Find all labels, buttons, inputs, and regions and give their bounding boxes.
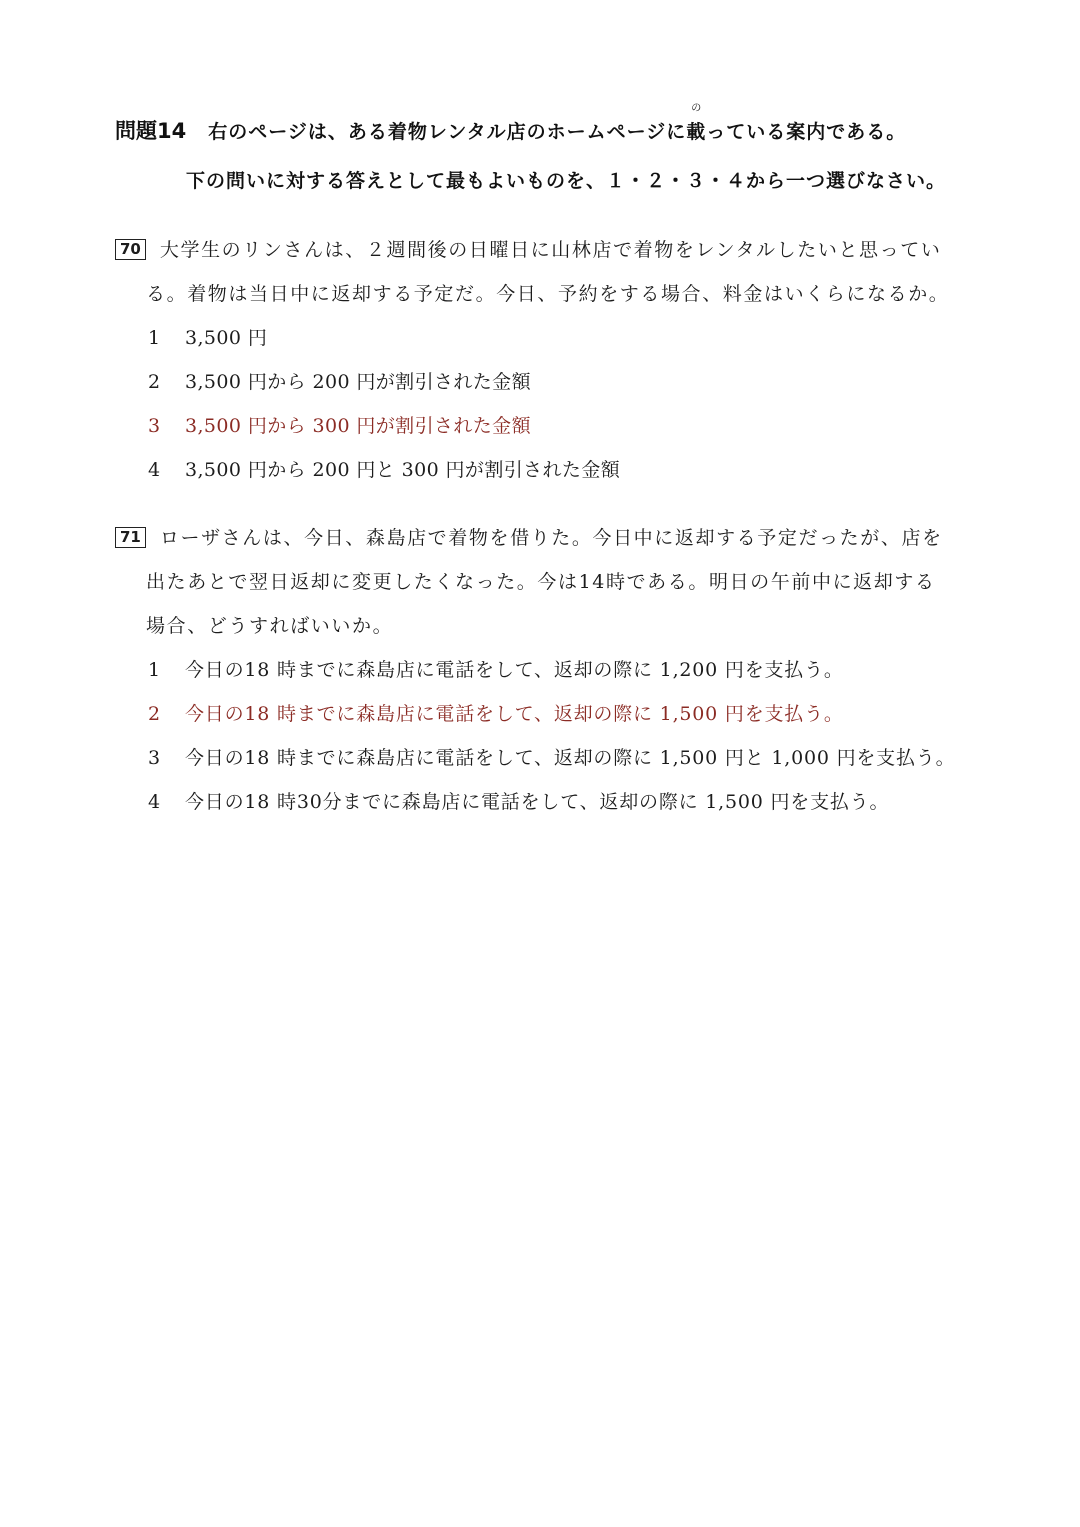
question-70 <box>115 232 950 496</box>
header-line-1 <box>115 103 975 161</box>
question-71 <box>115 520 956 828</box>
option-text: 今日の18 時30分までに森島店に電話をして、返却の際に 1,500 円を支払う。 <box>185 791 890 813</box>
option-number: 1 <box>148 659 161 681</box>
option-1[interactable] <box>115 320 945 364</box>
instruction-after: っている案内である。 <box>706 121 907 143</box>
ruby-kanji <box>686 103 707 144</box>
question-line: 場合、どうすればいいか。 <box>146 615 394 637</box>
option-2[interactable] <box>115 364 945 408</box>
options-list <box>115 652 956 828</box>
option-number: 4 <box>148 791 161 813</box>
header-line-2: 下の問いに対する答えとして最もよいものを、１・２・３・４から一つ選びなさい。 <box>186 170 947 192</box>
question-number-box: 71 <box>115 527 146 548</box>
question-text: 大学生のリンさんは、２週間後の日曜日に山林店で着物をレンタルしたいと思ってい <box>159 239 942 261</box>
option-4[interactable] <box>115 784 945 828</box>
question-line <box>115 232 945 276</box>
option-text: 3,500 円 <box>185 327 268 349</box>
option-1[interactable] <box>115 652 945 696</box>
question-text: ローザさんは、今日、森島店で着物を借りた。今日中に返却する予定だったが、店を <box>159 527 943 549</box>
mondai-label: 問題14 <box>115 119 187 143</box>
option-text: 今日の18 時までに森島店に電話をして、返却の際に 1,500 円を支払う。 <box>185 703 844 725</box>
option-text: 3,500 円から 200 円と 300 円が割引された金額 <box>185 459 621 481</box>
ruby-base: 載 <box>686 121 707 143</box>
instruction-before: 右のページは、ある着物レンタル店のホームページに <box>208 121 687 143</box>
option-3-highlighted[interactable] <box>115 408 945 452</box>
option-3[interactable] <box>115 740 956 784</box>
option-number: 2 <box>148 371 161 393</box>
option-number: 3 <box>148 747 161 769</box>
instruction-text <box>208 103 907 144</box>
option-number: 2 <box>148 703 161 725</box>
option-text: 3,500 円から 200 円が割引された金額 <box>185 371 531 393</box>
question-number-box: 70 <box>115 239 146 260</box>
ruby-reading: の <box>691 103 702 114</box>
options-list <box>115 320 945 496</box>
option-text: 今日の18 時までに森島店に電話をして、返却の際に 1,200 円を支払う。 <box>185 659 844 681</box>
option-text: 今日の18 時までに森島店に電話をして、返却の際に 1,500 円と 1,000 円を支払う。 <box>185 747 956 769</box>
option-number: 4 <box>148 459 161 481</box>
option-number: 1 <box>148 327 161 349</box>
question-line <box>115 520 945 564</box>
question-line: 出たあとで翌日返却に変更したくなった。今は14時である。明日の午前中に返却する <box>146 571 936 593</box>
section-header <box>115 103 975 201</box>
option-text: 3,500 円から 300 円が割引された金額 <box>185 415 531 437</box>
option-2-highlighted[interactable] <box>115 696 945 740</box>
question-line: る。着物は当日中に返却する予定だ。今日、予約をする場合、料金はいくらになるか。 <box>146 283 950 305</box>
option-number: 3 <box>148 415 161 437</box>
option-4[interactable] <box>115 452 945 496</box>
